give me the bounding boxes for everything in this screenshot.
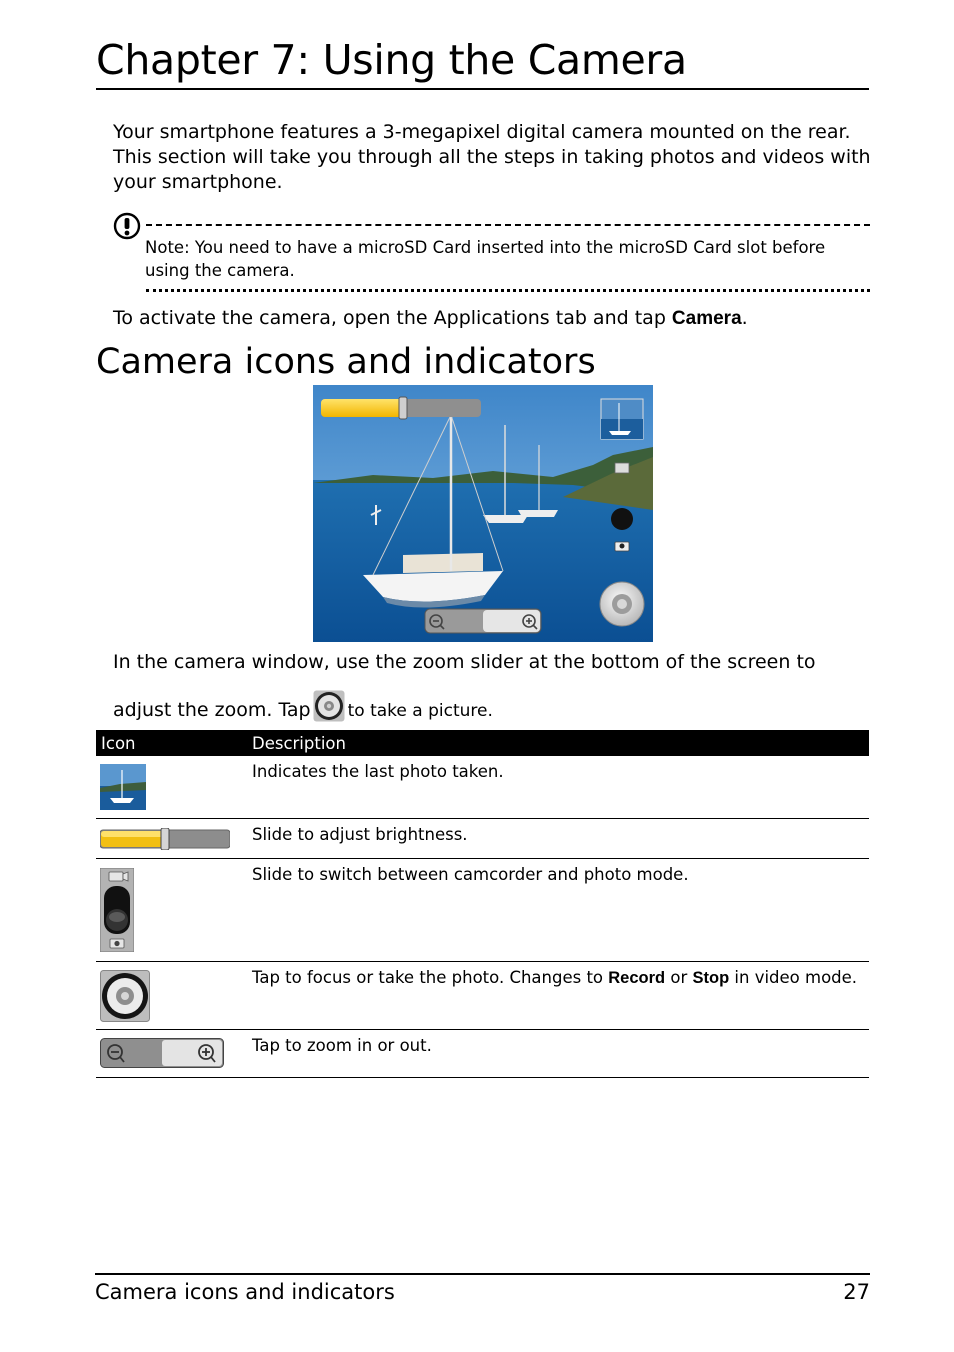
table-row	[96, 1030, 869, 1078]
description-cell: Slide to switch between camcorder and photo mode.	[252, 859, 869, 962]
zoom-line-2-end: to take a picture.	[347, 701, 493, 721]
table-row	[96, 962, 869, 1030]
activate-text: To activate the camera, open the Applications tab and tap	[113, 307, 672, 329]
section-title: Camera icons and indicators	[96, 342, 596, 382]
description-cell: Tap to zoom in or out.	[252, 1030, 869, 1078]
icon-description-table	[96, 730, 869, 1078]
icon-cell	[96, 819, 252, 859]
stop-label: Stop	[692, 969, 730, 987]
page-number: 27	[843, 1280, 870, 1304]
description-text: in video mode.	[729, 968, 858, 987]
chapter-title-rule	[96, 88, 869, 90]
note-label: Note	[145, 238, 185, 257]
exclamation-circle-icon	[113, 212, 141, 240]
note-body: : You need to have a microSD Card inserted into the microSD Card slot before using the camera.	[145, 238, 826, 280]
shutter-icon	[313, 690, 345, 722]
note-bottom-divider	[146, 289, 870, 292]
zoom-slider-icon	[100, 1038, 224, 1068]
brightness-slider-icon	[100, 828, 230, 850]
note-top-divider	[146, 224, 870, 226]
icon-cell	[96, 756, 252, 819]
footer-section-name: Camera icons and indicators	[95, 1280, 395, 1304]
footer-rule	[95, 1273, 870, 1275]
camera-app-name: Camera	[671, 308, 742, 329]
zoom-line-2-start: adjust the zoom. Tap	[113, 699, 311, 721]
table-row	[96, 756, 869, 819]
last-photo-thumbnail-icon	[100, 764, 146, 810]
description-text: Tap to focus or take the photo. Changes to	[252, 968, 609, 987]
column-header-icon: Icon	[96, 730, 252, 756]
activate-instructions	[113, 306, 748, 331]
description-text: or	[665, 968, 693, 987]
zoom-instructions-line-2	[113, 690, 493, 724]
table-row	[96, 819, 869, 859]
icon-cell	[96, 1030, 252, 1078]
camera-screenshot	[313, 385, 653, 642]
table-row	[96, 859, 869, 962]
note-text	[145, 236, 865, 282]
description-cell: Indicates the last photo taken.	[252, 756, 869, 819]
mode-switch-icon	[100, 868, 134, 952]
description-cell	[252, 962, 869, 1030]
column-header-description: Description	[252, 730, 869, 756]
intro-paragraph: Your smartphone features a 3-megapixel digital camera mounted on the rear. This section will take you through all the steps in taking photos and videos with your smartphone.	[113, 121, 871, 193]
zoom-instructions-line-1: In the camera window, use the zoom slider at the bottom of the screen to	[113, 651, 816, 673]
activate-period: .	[741, 307, 748, 329]
table-header-row	[96, 730, 869, 756]
icon-cell	[96, 962, 252, 1030]
icon-cell	[96, 859, 252, 962]
description-cell: Slide to adjust brightness.	[252, 819, 869, 859]
record-label: Record	[608, 969, 666, 987]
shutter-button-icon	[100, 970, 150, 1022]
chapter-title: Chapter 7: Using the Camera	[96, 36, 687, 84]
